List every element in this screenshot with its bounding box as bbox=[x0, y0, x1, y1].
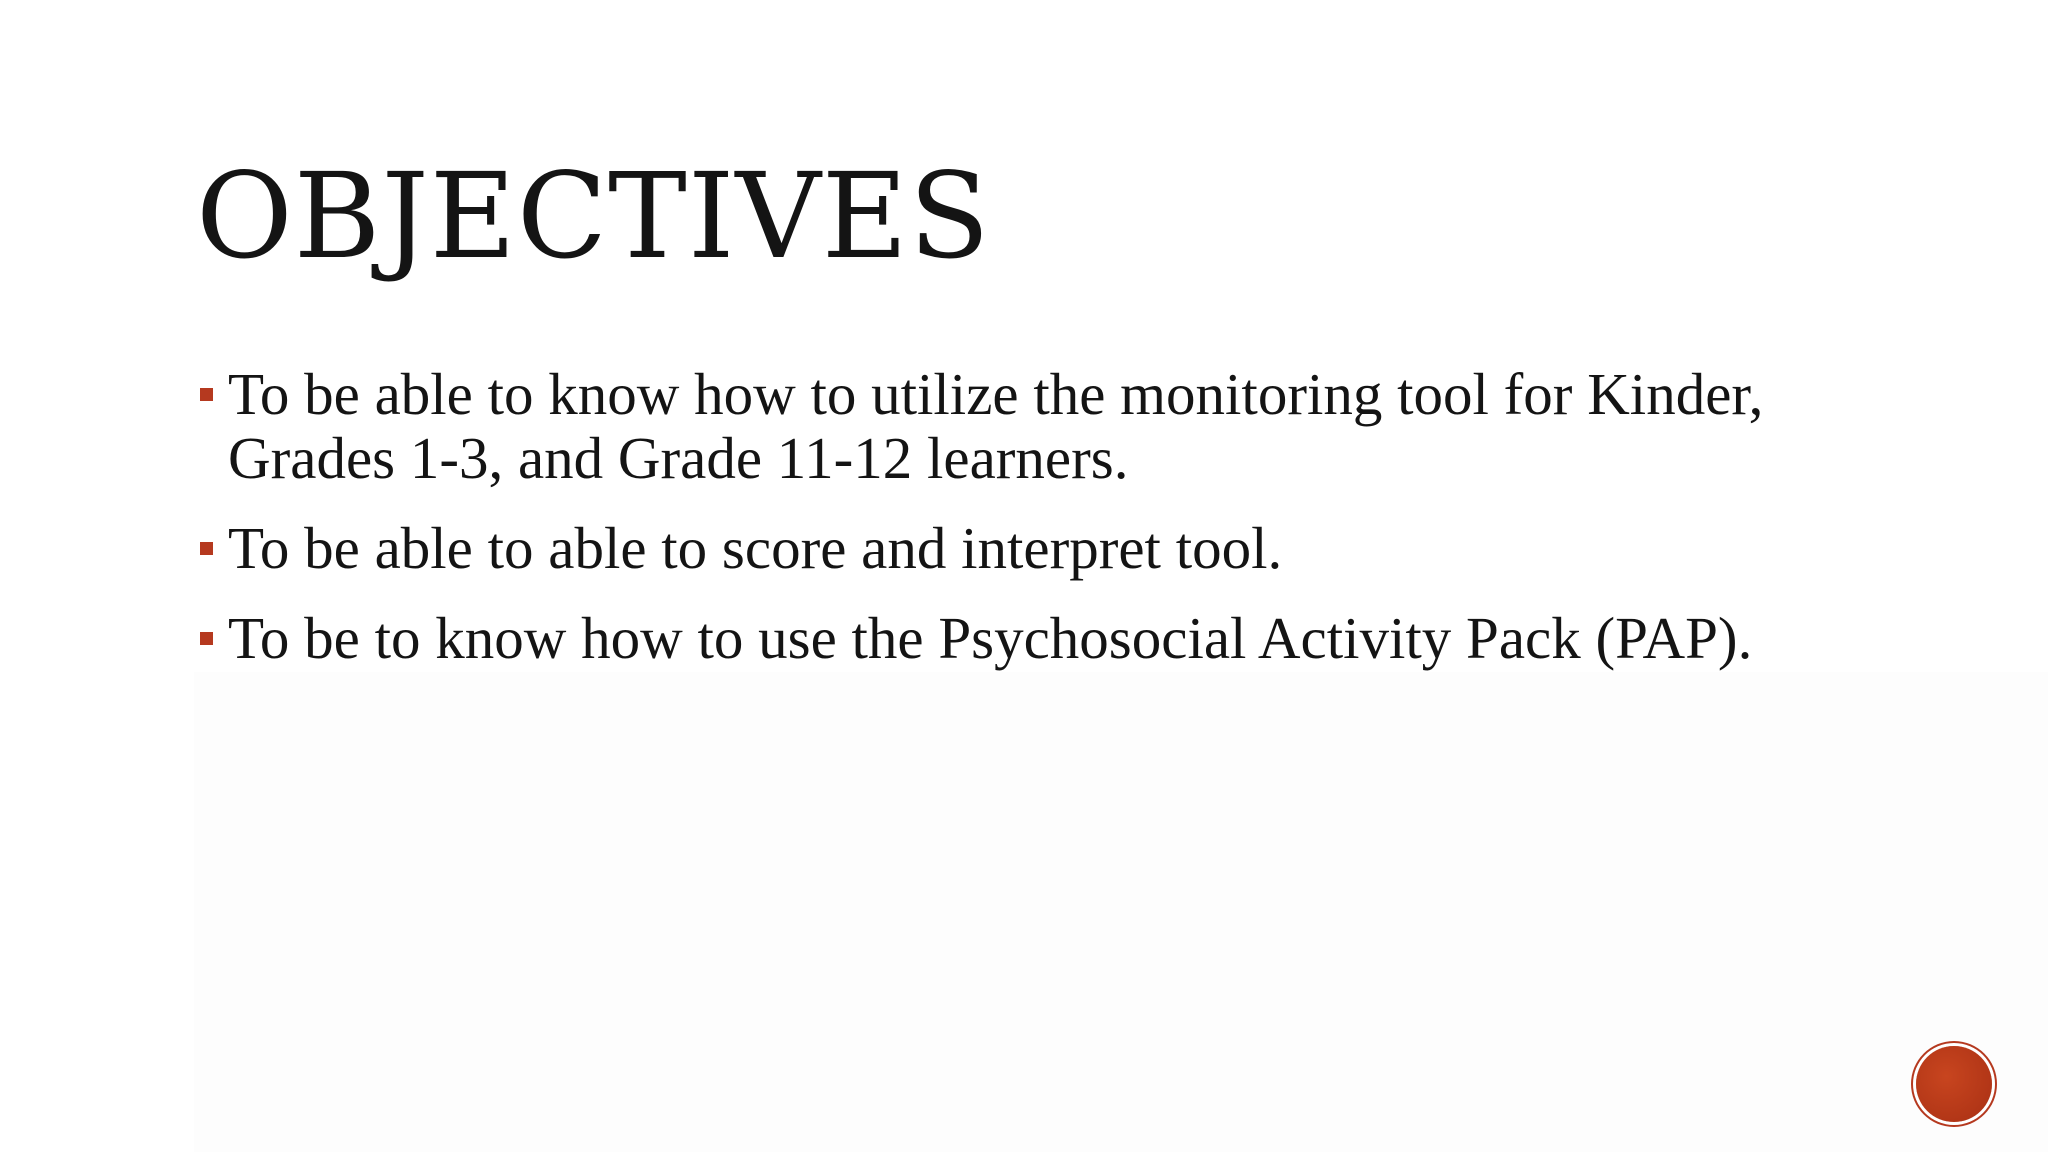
bullet-text: To be able to know how to utilize the monitoring tool for Kinder, Grades 1-3, and Grade 11-12 learners. bbox=[228, 361, 1764, 491]
bullet-text: To be able to able to score and interpret tool. bbox=[228, 515, 1283, 581]
bullet-item bbox=[196, 362, 1796, 490]
bullet-item bbox=[196, 606, 1796, 670]
bullet-item bbox=[196, 516, 1796, 580]
slide-title: OBJECTIVES bbox=[196, 147, 991, 285]
square-bullet-icon bbox=[200, 388, 213, 401]
square-bullet-icon bbox=[200, 542, 213, 555]
square-bullet-icon bbox=[200, 632, 213, 645]
next-slide-button[interactable] bbox=[1916, 1046, 1992, 1122]
bullet-list bbox=[196, 362, 1796, 696]
content-panel bbox=[194, 672, 2048, 1152]
bullet-text: To be to know how to use the Psychosocial Activity Pack (PAP). bbox=[228, 605, 1753, 671]
